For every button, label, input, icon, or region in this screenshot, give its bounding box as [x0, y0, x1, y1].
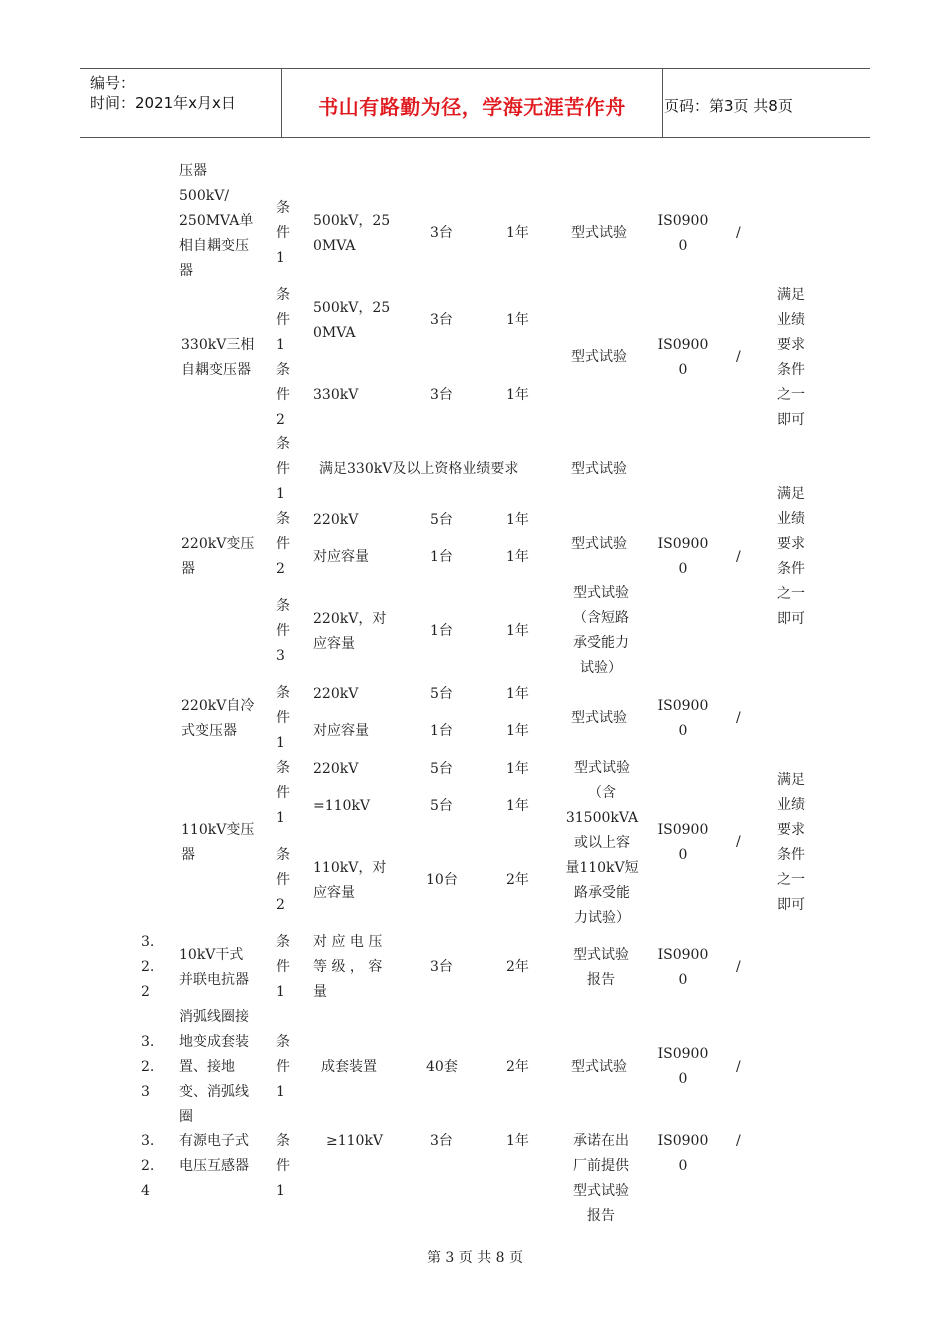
quantity-cell: 5台 [430, 798, 453, 814]
condition-label: 条 件 2 [276, 847, 290, 913]
quantity-cell: 1台 [430, 723, 453, 739]
iso-cell: IS0900 0 [657, 698, 709, 739]
quantity-cell: 5台 [430, 761, 453, 777]
product-name: 220kV自冷 式变压器 [181, 698, 255, 739]
slash-mark: / [736, 349, 741, 365]
iso-cell: IS0900 0 [657, 536, 709, 577]
header-motto: 书山有路勤为径，学海无涯苦作舟 [318, 95, 626, 119]
slash-mark: / [736, 710, 741, 726]
condition-label: 条 件 1 [276, 436, 290, 502]
years-cell: 2年 [506, 1059, 529, 1075]
quantity-cell: 5台 [430, 686, 453, 702]
slash-mark: / [736, 1133, 741, 1149]
section-index: 3. 2. 4 [141, 1133, 155, 1199]
spec-cell: 220kV [313, 686, 359, 702]
spec-cell: 220kV [313, 512, 359, 528]
spec-cell: 500kV，25 0MVA [313, 213, 391, 254]
document-number-label: 编号： [90, 74, 136, 92]
years-cell: 2年 [506, 872, 529, 888]
quantity-cell: 1台 [430, 549, 453, 565]
spec-cell: 对 应 电 压 等 级 ， 容 量 [313, 934, 383, 1000]
note-cell: 满足 业绩 要求 条件 之一 即可 [777, 772, 805, 913]
condition-label: 条 件 2 [276, 362, 290, 428]
quantity-cell: 3台 [430, 312, 453, 328]
quantity-cell: 3台 [430, 1133, 453, 1149]
product-name: 330kV三相 自耦变压器 [181, 337, 255, 378]
spec-cell: 500kV，25 0MVA [313, 300, 391, 341]
slash-mark: / [736, 959, 741, 975]
condition-label: 条 件 1 [276, 287, 290, 353]
quantity-cell: 10台 [426, 872, 458, 888]
years-cell: 1年 [506, 387, 529, 403]
spec-cell: 220kV，对 应容量 [313, 611, 387, 652]
quantity-cell: 5台 [430, 512, 453, 528]
header-page-label: 页码：第3页 共8页 [664, 97, 793, 115]
years-cell: 1年 [506, 225, 529, 241]
test-report-cell: 型式试验 [571, 710, 627, 726]
page-header [80, 68, 870, 138]
years-cell: 1年 [506, 723, 529, 739]
spec-cell: 330kV [313, 387, 359, 403]
document-date-label: 时间：2021年x月x日 [90, 94, 236, 112]
condition-label: 条 件 1 [276, 1034, 290, 1100]
section-index: 3. 2. 2 [141, 934, 155, 1000]
quantity-cell: 3台 [430, 225, 453, 241]
slash-mark: / [736, 834, 741, 850]
condition-label: 条 件 1 [276, 685, 290, 751]
years-cell: 1年 [506, 549, 529, 565]
spec-cell: =110kV [313, 798, 371, 814]
test-report-cell: 型式试验 （含短路 承受能力 试验） [573, 585, 629, 676]
quantity-cell: 40套 [426, 1059, 458, 1075]
section-index: 3. 2. 3 [141, 1034, 155, 1100]
years-cell: 1年 [506, 312, 529, 328]
test-report-cell: 型式试验 [571, 349, 627, 365]
header-divider [662, 69, 663, 137]
product-name: 220kV变压 器 [181, 536, 255, 577]
quantity-cell: 3台 [430, 959, 453, 975]
quantity-cell: 1台 [430, 623, 453, 639]
spec-cell: 对应容量 [313, 549, 369, 565]
test-report-cell: 型式试验 [571, 461, 627, 477]
product-name: 消弧线圈接 地变成套装 置、接地 变、消弧线 圈 [179, 1009, 249, 1125]
years-cell: 1年 [506, 761, 529, 777]
spec-cell: 对应容量 [313, 723, 369, 739]
page-footer: 第 3 页 共 8 页 [426, 1250, 524, 1266]
product-name: 110kV变压 器 [181, 822, 255, 863]
slash-mark: / [736, 549, 741, 565]
test-report-cell: 承诺在出 厂前提供 型式试验 报告 [573, 1133, 629, 1224]
spec-cell: ≥110kV [326, 1133, 384, 1149]
years-cell: 1年 [506, 512, 529, 528]
product-name: 压器 500kV/ 250MVA单 相自耦变压 器 [179, 163, 254, 279]
product-name: 10kV干式 并联电抗器 [179, 947, 249, 988]
test-report-cell: 型式试验 报告 [573, 947, 629, 988]
years-cell: 1年 [506, 623, 529, 639]
slash-mark: / [736, 225, 741, 241]
test-report-cell: 型式试验 [571, 536, 627, 552]
condition-label: 条 件 1 [276, 1133, 290, 1199]
years-cell: 1年 [506, 686, 529, 702]
spec-cell: 成套装置 [321, 1059, 377, 1075]
iso-cell: IS0900 0 [657, 337, 709, 378]
iso-cell: IS0900 0 [657, 1046, 709, 1087]
years-cell: 1年 [506, 1133, 529, 1149]
condition-label: 条 件 2 [276, 511, 290, 577]
iso-cell: IS0900 0 [657, 1133, 709, 1174]
quantity-cell: 3台 [430, 387, 453, 403]
iso-cell: IS0900 0 [657, 213, 709, 254]
product-name: 有源电子式 电压互感器 [179, 1133, 249, 1174]
test-report-cell: 型式试验 （含 31500kVA 或以上容 量110kV短 路承受能 力试验） [565, 760, 639, 926]
note-cell: 满足 业绩 要求 条件 之一 即可 [777, 287, 805, 428]
condition-label: 条 件 1 [276, 934, 290, 1000]
years-cell: 2年 [506, 959, 529, 975]
test-report-cell: 型式试验 [571, 225, 627, 241]
iso-cell: IS0900 0 [657, 947, 709, 988]
spec-cell: 110kV，对 应容量 [313, 860, 387, 901]
note-cell: 满足 业绩 要求 条件 之一 即可 [777, 486, 805, 627]
iso-cell: IS0900 0 [657, 822, 709, 863]
test-report-cell: 型式试验 [571, 1059, 627, 1075]
slash-mark: / [736, 1059, 741, 1075]
spec-cell: 220kV [313, 761, 359, 777]
condition-label: 条 件 1 [276, 760, 290, 826]
years-cell: 1年 [506, 798, 529, 814]
spec-cell: 满足330kV及以上资格业绩要求 [319, 461, 519, 477]
condition-label: 条 件 3 [276, 598, 290, 664]
condition-label: 条 件 1 [276, 200, 290, 266]
